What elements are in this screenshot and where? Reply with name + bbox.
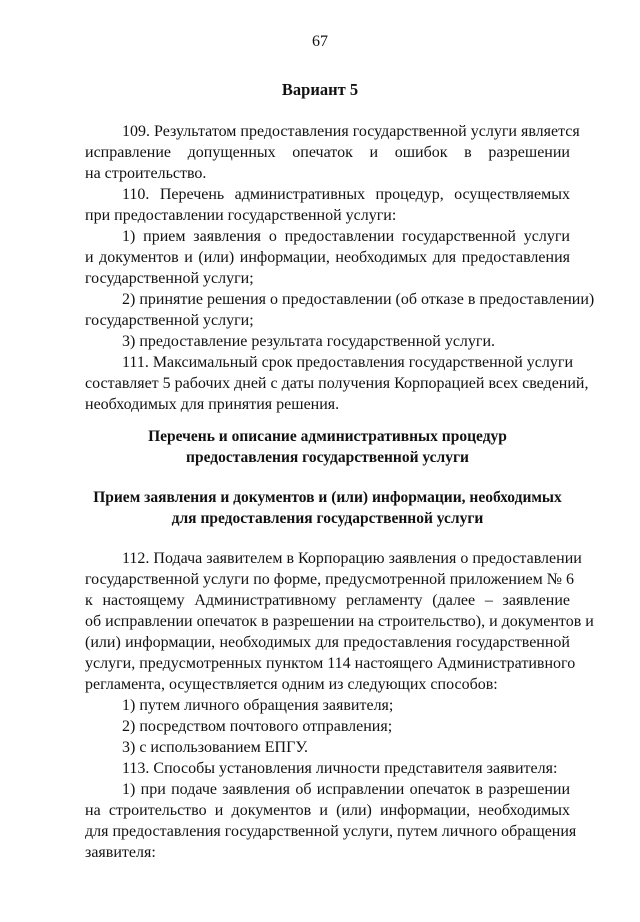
text-line: на строительство и документов и (или) информации, необходимых <box>85 802 570 819</box>
text-line: регламента, осуществляется одним из следующих способов: <box>85 676 498 693</box>
page-number: 67 <box>312 33 328 50</box>
text-line: государственной услуги по форме, предусмотренной приложением № 6 <box>85 571 575 588</box>
text-line: заявителя: <box>85 844 156 861</box>
text-line: для предоставления государственной услуги, путем личного обращения <box>85 823 577 840</box>
text-line: (или) информации, необходимых для предоставления государственной <box>85 634 570 651</box>
heading-line: Перечень и описание административных процедур <box>148 428 507 445</box>
text-line: услуги, предусмотренных пунктом 114 настоящего Административного <box>85 655 576 672</box>
subsection-heading-2 <box>85 487 570 529</box>
heading-line: для предоставления государственной услуги <box>171 510 484 527</box>
text-line: государственной услуги; <box>85 270 254 287</box>
text-line: на строительство. <box>85 165 207 182</box>
heading-line: Прием заявления и документов и (или) информации, необходимых <box>93 489 562 506</box>
text-line: государственной услуги; <box>85 312 254 329</box>
text-line: исправление допущенных опечаток и ошибок в разрешении <box>85 144 570 161</box>
text-line: об исправлении опечаток в разрешении на строительство), и документов и <box>85 613 594 630</box>
text-line: 1) при подаче заявления об исправлении опечаток в разрешении <box>122 781 570 798</box>
text-line: 113. Способы установления личности представителя заявителя: <box>122 760 558 777</box>
text-line: 2) принятие решения о предоставлении (об отказе в предоставлении) <box>122 291 595 308</box>
text-line: к настоящему Административному регламенту (далее – заявление <box>85 592 570 609</box>
text-line: 110. Перечень административных процедур, осуществляемых <box>122 186 570 203</box>
section-title: Вариант 5 <box>281 80 359 99</box>
text-line: 3) предоставление результата государственной услуги. <box>122 333 496 350</box>
text-line: 1) путем личного обращения заявителя; <box>122 697 394 714</box>
text-line: необходимых для принятия решения. <box>85 396 340 413</box>
paragraph-block-1 <box>85 121 595 415</box>
paragraph-block-2 <box>85 548 594 863</box>
text-line: 2) посредством почтового отправления; <box>122 718 393 735</box>
text-line: 111. Максимальный срок предоставления государственной услуги <box>122 354 574 371</box>
text-line: 3) с использованием ЕПГУ. <box>122 739 309 756</box>
text-line: 109. Результатом предоставления государственной услуги является <box>122 123 580 140</box>
text-line: 112. Подача заявителем в Корпорацию заявления о предоставлении <box>122 550 582 567</box>
text-line: при предоставлении государственной услуги: <box>85 207 397 224</box>
text-line: и документов и (или) информации, необходимых для предоставления <box>85 249 570 266</box>
subsection-heading-1 <box>85 426 570 468</box>
text-line: 1) прием заявления о предоставлении государственной услуги <box>122 228 570 245</box>
heading-line: предоставления государственной услуги <box>186 449 469 466</box>
text-line: составляет 5 рабочих дней с даты получения Корпорацией всех сведений, <box>85 375 589 392</box>
